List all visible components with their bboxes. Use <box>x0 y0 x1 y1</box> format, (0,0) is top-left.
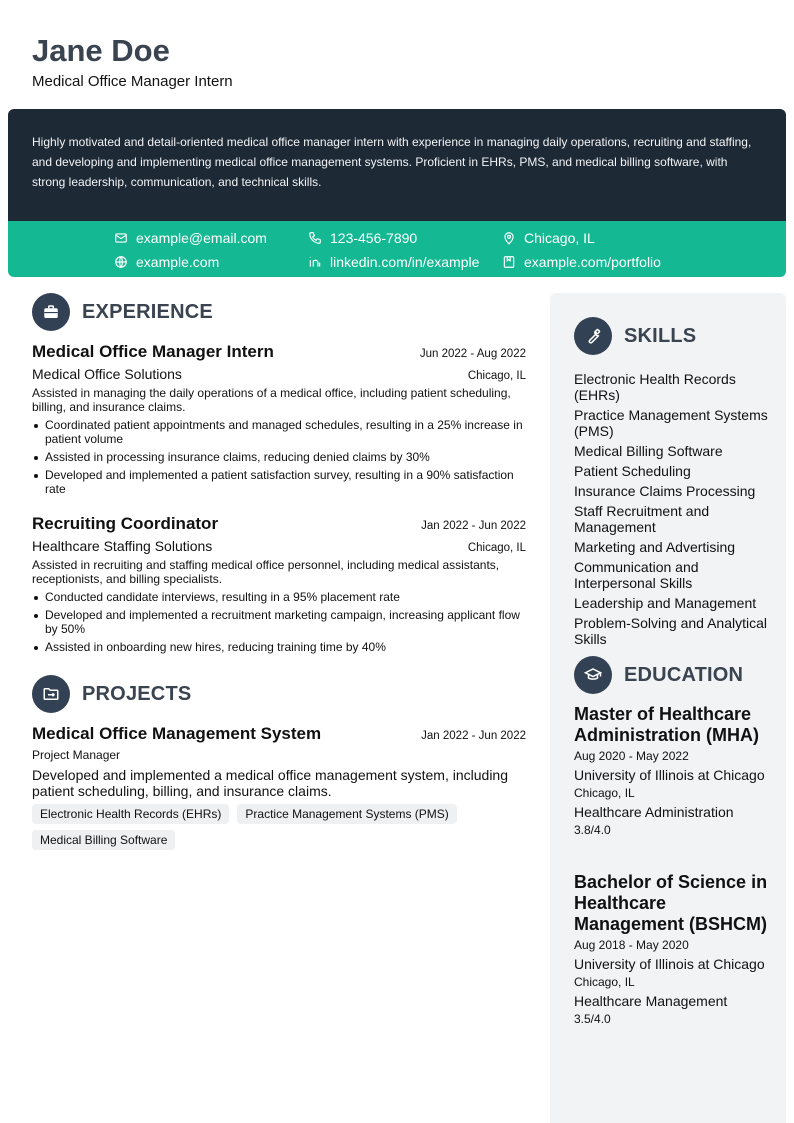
project-description: Developed and implemented a medical office management system, including patient scheduling, billing, and insurance claims. <box>32 767 509 799</box>
project-item <box>32 724 526 850</box>
contact-portfolio[interactable] <box>502 253 661 271</box>
job-bullet: Assisted in onboarding new hires, reducing training time by 40% <box>32 640 526 654</box>
mail-icon <box>114 231 128 245</box>
skill-item: Insurance Claims Processing <box>574 483 756 499</box>
experience-heading <box>32 293 213 331</box>
school: University of Illinois at Chicago <box>574 767 765 783</box>
project-tag: Practice Management Systems (PMS) <box>237 804 456 824</box>
education-dates: Aug 2018 - May 2020 <box>574 938 689 952</box>
job-dates: Jun 2022 - Aug 2022 <box>419 348 526 360</box>
skill-item: Patient Scheduling <box>574 463 691 479</box>
field-of-study: Healthcare Administration <box>574 804 734 820</box>
project-title: Medical Office Management System <box>32 724 322 743</box>
skill-item: Leadership and Management <box>574 595 757 611</box>
school: University of Illinois at Chicago <box>574 956 765 972</box>
education-location: Chicago, IL <box>574 786 635 800</box>
contact-location <box>502 229 595 247</box>
job-bullet: Assisted in processing insurance claims, reducing denied claims by 30% <box>32 450 526 464</box>
experience-item <box>32 342 526 500</box>
candidate-name: Jane Doe <box>32 33 170 68</box>
education-dates: Aug 2020 - May 2022 <box>574 749 689 763</box>
skill-item: Problem-Solving and Analytical Skills <box>574 615 767 647</box>
briefcase-icon <box>32 293 70 331</box>
job-dates: Jan 2022 - Jun 2022 <box>421 520 526 532</box>
folder-icon <box>32 675 70 713</box>
contact-phone-text: 123-456-7890 <box>330 230 418 246</box>
job-location: Chicago, IL <box>467 542 526 554</box>
project-tags <box>32 804 526 850</box>
skill-item: Practice Management Systems (PMS) <box>574 407 768 439</box>
skill-item: Communication and Interpersonal Skills <box>574 559 699 591</box>
gpa: 3.5/4.0 <box>574 1012 611 1026</box>
experience-item <box>32 514 526 658</box>
job-bullet: Developed and implemented a patient satisfaction survey, resulting in a 90% satisfaction rate <box>32 468 526 496</box>
job-location: Chicago, IL <box>467 370 526 382</box>
degree: Master of Healthcare Administration (MHA) <box>574 704 759 745</box>
job-company: Healthcare Staffing Solutions <box>32 538 213 554</box>
job-bullet: Coordinated patient appointments and managed schedules, resulting in a 25% increase in patient volume <box>32 418 526 446</box>
contact-email[interactable] <box>114 229 267 247</box>
projects-heading <box>32 675 191 713</box>
education-item <box>574 704 774 837</box>
field-of-study: Healthcare Management <box>574 993 728 1009</box>
summary-text: Highly motivated and detail-oriented medical office manager intern with experience in managing daily operations, recruiting and staffing, and developing and implementing medical office management systems. Proficient in EHRs, PMS, and medical billing software, with strong leadership, communication, and technical skills. <box>32 135 752 189</box>
job-bullet: Developed and implemented a recruitment marketing campaign, increasing applicant flow by 50% <box>32 608 526 636</box>
skills-heading <box>574 317 696 355</box>
contact-location-text: Chicago, IL <box>524 230 595 246</box>
linkedin-icon <box>308 255 322 269</box>
skills-list <box>574 371 774 651</box>
summary-panel <box>8 109 786 221</box>
wrench-icon <box>574 317 612 355</box>
education-heading <box>574 656 743 694</box>
contact-linkedin[interactable] <box>308 253 479 271</box>
skills-title: SKILLS <box>624 324 697 347</box>
contact-linkedin-text: linkedin.com/in/example <box>330 254 480 270</box>
contact-phone[interactable] <box>308 229 417 247</box>
education-item <box>574 872 774 1026</box>
job-company: Medical Office Solutions <box>32 366 182 382</box>
project-dates: Jan 2022 - Jun 2022 <box>421 730 526 742</box>
project-tag: Medical Billing Software <box>32 830 175 850</box>
skill-item: Electronic Health Records (EHRs) <box>574 371 736 403</box>
portfolio-icon <box>502 255 516 269</box>
skill-item: Marketing and Advertising <box>574 539 736 555</box>
sidebar <box>550 293 786 1123</box>
job-bullets <box>32 590 526 654</box>
job-description: Assisted in recruiting and staffing medical office personnel, including medical assistants, receptionists, and billing specialists. <box>32 558 500 586</box>
gpa: 3.8/4.0 <box>574 823 611 837</box>
job-bullet: Conducted candidate interviews, resulting in a 95% placement rate <box>32 590 526 604</box>
job-title: Recruiting Coordinator <box>32 514 219 533</box>
contact-portfolio-text: example.com/portfolio <box>524 254 661 270</box>
degree: Bachelor of Science in Healthcare Management (BSHCM) <box>574 872 768 934</box>
project-role: Project Manager <box>32 748 121 762</box>
experience-title: EXPERIENCE <box>82 300 213 323</box>
job-bullets <box>32 418 526 496</box>
graduation-cap-icon <box>574 656 612 694</box>
contact-bar <box>8 221 786 277</box>
phone-icon <box>308 231 322 245</box>
skill-item: Staff Recruitment and Management <box>574 503 710 535</box>
skill-item: Medical Billing Software <box>574 443 723 459</box>
contact-website-text: example.com <box>136 254 220 270</box>
contact-email-text: example@email.com <box>136 230 267 246</box>
contact-website[interactable] <box>114 253 219 271</box>
globe-icon <box>114 255 128 269</box>
job-title: Medical Office Manager Intern <box>32 342 274 361</box>
education-location: Chicago, IL <box>574 975 635 989</box>
education-title: EDUCATION <box>624 663 744 686</box>
candidate-title: Medical Office Manager Intern <box>32 73 233 90</box>
resume-header <box>32 32 233 90</box>
map-pin-icon <box>502 231 516 245</box>
project-tag: Electronic Health Records (EHRs) <box>32 804 229 824</box>
projects-title: PROJECTS <box>82 682 192 705</box>
job-description: Assisted in managing the daily operations of a medical office, including patient scheduling, billing, and insurance claims. <box>32 386 511 414</box>
